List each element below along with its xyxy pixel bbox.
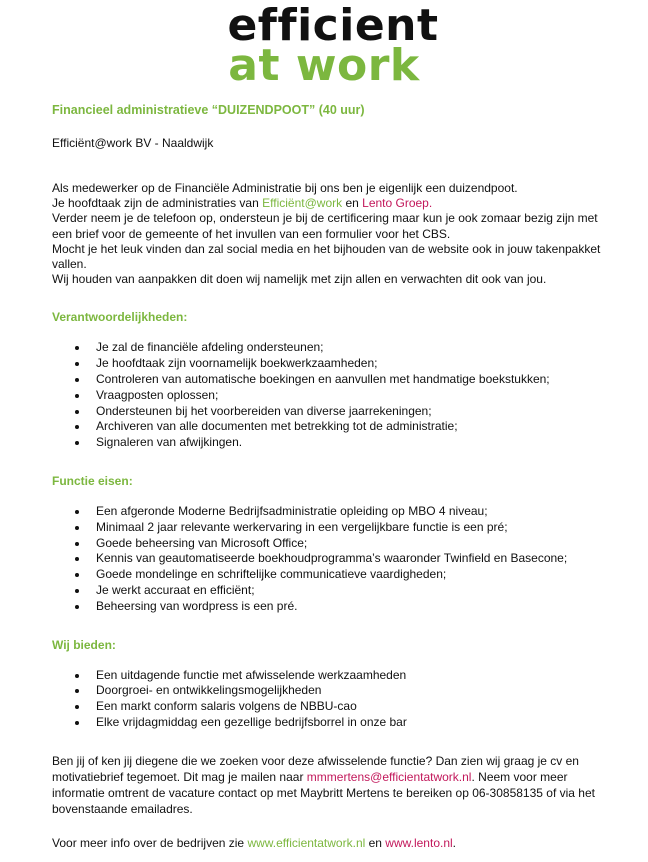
responsibilities-heading: Verantwoordelijkheden:: [52, 310, 188, 325]
logo-line-at-work: at work: [228, 40, 420, 91]
vacancy-document: [52, 102, 612, 851]
list-item: Je zal de financiële afdeling ondersteunen;: [52, 340, 612, 356]
intro-paragraph-4: Mocht je het leuk vinden dan zal social media en het bijhouden van de website ook in jouw takenpakket vallen.: [52, 241, 601, 272]
closing-text: [52, 753, 612, 817]
more-info-line: [52, 835, 612, 851]
brand-efficientatwork: Efficiënt@work: [262, 196, 343, 211]
list-item: Signaleren van afwijkingen.: [52, 435, 612, 451]
intro-section: [52, 181, 612, 287]
list-item: Je werkt accuraat en efficiënt;: [52, 583, 612, 599]
offer-heading: Wij bieden:: [52, 637, 116, 652]
more-info-and: en: [365, 835, 386, 850]
company-location: Efficiënt@work BV - Naaldwijk: [52, 136, 214, 150]
list-item: Controleren van automatische boekingen en aanvullen met handmatige boekstukken;: [52, 372, 612, 388]
list-item: Doorgroei- en ontwikkelingsmogelijkheden: [52, 683, 612, 699]
brand-lento-groep: Lento Groep: [362, 196, 429, 211]
list-item: Een afgeronde Moderne Bedrijfsadministratie opleiding op MBO 4 niveau;: [52, 504, 612, 520]
list-item: Een uitdagende functie met afwisselende werkzaamheden: [52, 668, 612, 684]
list-item: Beheersing van wordpress is een pré.: [52, 599, 612, 615]
intro-paragraph-2: [52, 196, 612, 211]
responsibilities-list: [52, 340, 612, 451]
list-item: Vraagposten oplossen;: [52, 388, 612, 404]
intro-paragraph-3: Verder neem je de telefoon op, ondersteun je bij de certificering maar kun je ook zomaar bezig zijn met een brief voor de gemeente of het invullen van een formulier voor het CBS.: [52, 211, 598, 241]
list-item: Goede mondelinge en schriftelijke communicatieve vaardigheden;: [52, 567, 612, 583]
job-title: Financieel administratieve “DUIZENDPOOT” (40 uur): [52, 103, 365, 117]
list-item: Kennis van geautomatiseerde boekhoudprogramma’s waaronder Twinfield en Basecone;: [52, 551, 612, 567]
more-info-pre: Voor meer info over de bedrijven zie: [52, 835, 248, 850]
link-efficientatwork[interactable]: www.efficientatwork.nl: [247, 835, 366, 850]
list-item: Elke vrijdagmiddag een gezellige bedrijfsborrel in onze bar: [52, 715, 612, 731]
intro-p2-text: Je hoofdtaak zijn de administraties van: [52, 196, 263, 211]
logo-line-efficient: efficient: [227, 0, 439, 51]
intro-paragraph-5: Wij houden van aanpakken dit doen wij namelijk met zijn allen en verwachten dit ook van jou.: [52, 272, 547, 287]
intro-paragraph-1: Als medewerker op de Financiële Administratie bij ons ben je eigenlijk een duizendpoot.: [52, 181, 518, 195]
requirements-heading: Functie eisen:: [52, 474, 133, 488]
requirements-list: [52, 504, 612, 615]
link-lento[interactable]: www.lento.nl: [385, 835, 453, 850]
offer-list: [52, 668, 612, 731]
email-link[interactable]: mmmertens@efficientatwork.nl: [306, 769, 472, 784]
list-item: Archiveren van alle documenten met betrekking tot de administratie;: [52, 419, 612, 435]
closing-text-post: . Neem voor meer informatie omtrent de vacature contact op met Maybritt Mertens te bereiken op 06-30858135 of via het bovenstaande emailadres.: [52, 769, 595, 816]
company-logo: [0, 0, 648, 91]
closing-text-pre: Ben jij of ken jij diegene die we zoeken voor deze afwisselende functie? Dan zien wij graag je cv en motivatiebrief tegemoet. Dit mag je mailen naar: [52, 753, 579, 784]
list-item: Minimaal 2 jaar relevante werkervaring in een vergelijkbare functie is een pré;: [52, 520, 612, 536]
closing-paragraph: [52, 753, 612, 817]
intro-p2-end: .: [428, 196, 433, 211]
list-item: Ondersteunen bij het voorbereiden van diverse jaarrekeningen;: [52, 404, 612, 420]
list-item: Goede beheersing van Microsoft Office;: [52, 536, 612, 552]
more-info-end: .: [452, 835, 457, 850]
list-item: Een markt conform salaris volgens de NBBU-cao: [52, 699, 612, 715]
list-item: Je hoofdtaak zijn voornamelijk boekwerkzaamheden;: [52, 356, 612, 372]
intro-p2-and: en: [342, 196, 363, 211]
